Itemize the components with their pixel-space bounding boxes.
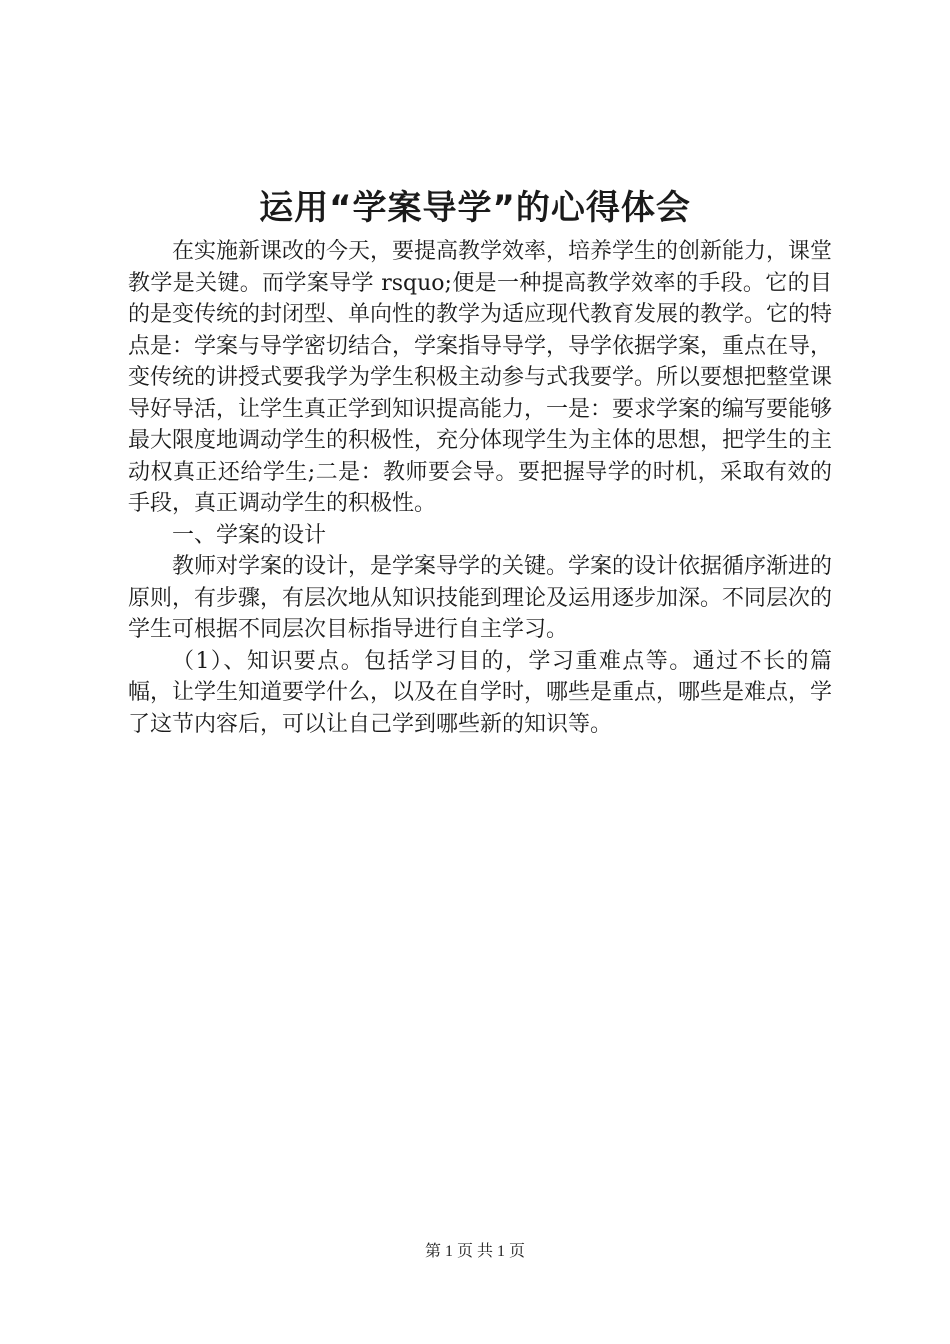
paragraph-design: 教师对学案的设计，是学案导学的关键。学案的设计依据循序渐进的原则，有步骤，有层次地从知识技能到理论及运用逐步加深。不同层次的学生可根据不同层次目标指导进行自主学习。 [128,554,833,642]
document-title: 运用“学案导学”的心得体会 [259,188,691,228]
paragraph-intro: 在实施新课改的今天，要提高教学效率，培养学生的创新能力，课堂教学是关键。而学案导学 rsquo;便是一种提高教学效率的手段。它的目的是变传统的封闭型、单向性的教学为适应现代教育发展的教学。它的特点是：学案与导学密切结合，学案指导导学，导学依据学案，重点在导，变传统的讲授式要我学为学生积极主动参与式我要学。所以要想把整堂课导好导活，让学生真正学到知识提高能力，一是：要求学案的编写要能够最大限度地调动学生的积极性，充分体现学生为主体的思想，把学生的主动权真正还给学生;二是：教师要会导。要把握导学的时机，采取有效的手段，真正调动学生的积极性。 [128,239,833,516]
page-footer: 第 1 页 共 1 页 [424,1243,525,1260]
section-heading-design: 一、学案的设计 [172,522,327,548]
paragraph-knowledge-points: （1）、知识要点。包括学习目的，学习重难点等。通过不长的篇幅，让学生知道要学什么，以及在自学时，哪些是重点，哪些是难点，学了这节内容后，可以让自己学到哪些新的知识等。 [128,648,833,737]
document-body [128,236,832,740]
